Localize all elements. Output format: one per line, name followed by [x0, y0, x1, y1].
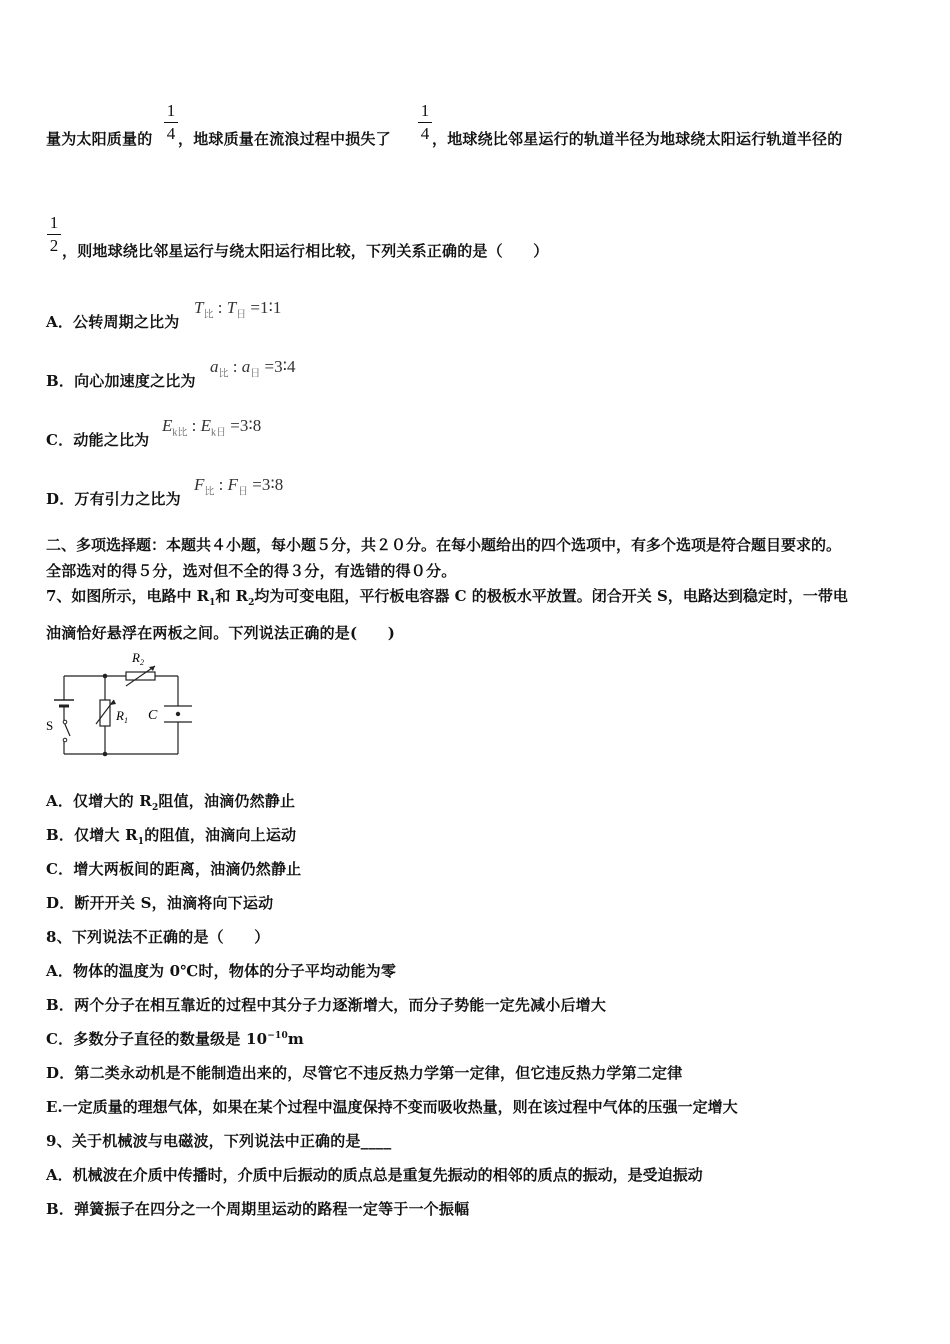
fraction-numerator: 1	[420, 101, 430, 120]
q9-stem: 9、关于机械波与电磁波，下列说法中正确的是____	[46, 1132, 392, 1150]
q7-line2: 油滴恰好悬浮在两板之间。下列说法正确的是( )	[46, 624, 395, 642]
section2-instructions-line2: 全部选对的得５分，选对但不全的得３分，有选错的得０分。	[46, 562, 457, 580]
q6-line1-part-b: ，地球质量在流浪过程中损失了	[178, 130, 391, 148]
q7-option-b: B．仅增大 $R_1$的阻值，油滴向上运动	[46, 826, 297, 847]
label-s: S	[46, 718, 54, 733]
q6-option-a-label: A．公转周期之比为	[46, 313, 180, 331]
label-r1: $R_1$	[116, 708, 128, 725]
fraction-denominator: 2	[49, 236, 59, 255]
q6-option-d-formula: $F_比$ : $F_日$ =3∶8	[194, 475, 284, 498]
fraction-one-quarter-2	[418, 102, 432, 143]
q7-option-a: A．仅增大的 $R_2$阻值，油滴仍然静止	[46, 792, 296, 813]
q7-line1: 7、如图所示，电路中 $R_1$和 $R_2$均为可变电阻，平行板电容器 C 的极板水平放置。闭合开关 S，电路达到稳定时，一带电	[46, 587, 848, 608]
q7-option-c: C．增大两板间的距离，油滴仍然静止	[46, 860, 302, 878]
q8-option-c: C．多数分子直径的数量级是 $10^{-10}m$	[46, 1030, 304, 1048]
q6-option-d-label: D．万有引力之比为	[46, 490, 181, 508]
label-r2: $R_2$	[132, 650, 144, 667]
fraction-one-half	[47, 214, 61, 255]
label-c: C	[148, 708, 158, 723]
section2-instructions-line1: 二、多项选择题：本题共４小题，每小题５分，共２０分。在每小题给出的四个选项中，有多个选项是符合题目要求的。	[46, 536, 842, 554]
q8-option-b: B．两个分子在相互靠近的过程中其分子力逐渐增大，而分子势能一定先减小后增大	[46, 996, 607, 1014]
q8-option-a: A．物体的温度为 0℃时，物体的分子平均动能为零	[46, 962, 397, 980]
fraction-numerator: 1	[49, 213, 59, 232]
q6-line1-part-a: 量为太阳质量的	[46, 130, 153, 148]
q8-option-d: D．第二类永动机是不能制造出来的，尽管它不违反热力学第一定律，但它违反热力学第二定律	[46, 1064, 683, 1082]
q9-option-b: B．弹簧振子在四分之一个周期里运动的路程一定等于一个振幅	[46, 1200, 470, 1218]
q6-line2: ，则地球绕比邻星运行与绕太阳运行相比较，下列关系正确的是（ ）	[62, 242, 549, 260]
q7-option-d: D．断开开关 S，油滴将向下运动	[46, 894, 274, 912]
q6-option-b-formula: $a_比$ : $a_日$ =3∶4	[210, 357, 296, 380]
oil-droplet	[176, 712, 180, 716]
q8-stem: 8、下列说法不正确的是（ ）	[46, 928, 270, 946]
fraction-denominator: 4	[166, 124, 176, 143]
fraction-one-quarter	[164, 102, 178, 143]
q9-option-a: A．机械波在介质中传播时，介质中后振动的质点总是重复先振动的相邻的质点的振动，是受迫振动	[46, 1166, 703, 1184]
q6-option-a-formula: $T_比$ : $T_日$ =1∶1	[194, 298, 282, 321]
q6-option-b-label: B．向心加速度之比为	[46, 372, 196, 390]
r2-arrowhead	[149, 666, 155, 671]
q6-line1-part-c: ，地球绕比邻星运行的轨道半径为地球绕太阳运行轨道半径的	[432, 130, 843, 148]
q8-option-e: E.一定质量的理想气体，如果在某个过程中温度保持不变而吸收热量，则在该过程中气体的压强一定增大	[46, 1098, 738, 1116]
circuit-diagram	[40, 648, 200, 760]
fraction-numerator: 1	[166, 101, 176, 120]
q6-option-c-formula: $E_{k比}$ : $E_{k日}$ =3∶8	[162, 416, 262, 439]
fraction-denominator: 4	[420, 124, 430, 143]
q6-option-c-label: C．动能之比为	[46, 431, 150, 449]
